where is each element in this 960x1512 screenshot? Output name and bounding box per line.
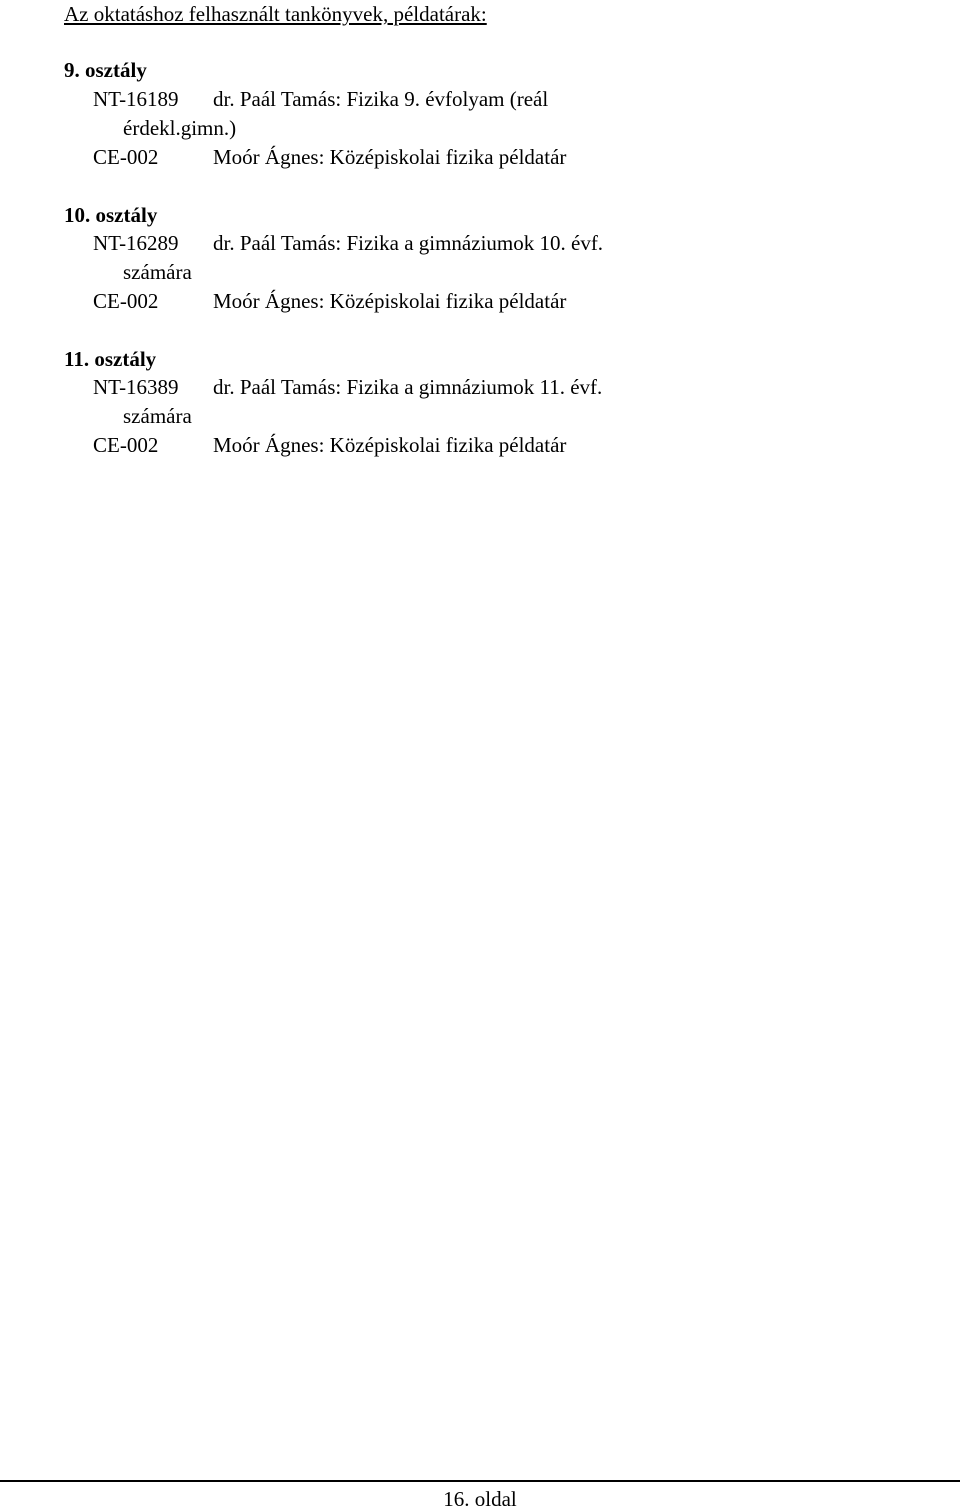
- book-title: dr. Paál Tamás: Fizika a gimnáziumok 11. évf.: [213, 375, 603, 399]
- book-code: NT-16189: [93, 87, 179, 111]
- page-heading: Az oktatáshoz felhasznált tankönyvek, példatárak:: [64, 2, 487, 26]
- book-title: dr. Paál Tamás: Fizika 9. évfolyam (reál: [213, 87, 549, 111]
- book-code: NT-16389: [93, 375, 179, 399]
- page-number: 16. oldal: [443, 1487, 517, 1511]
- book-title: dr. Paál Tamás: Fizika a gimnáziumok 10. évf.: [213, 231, 604, 255]
- book-code: CE-002: [93, 145, 159, 169]
- book-code: NT-16289: [93, 231, 179, 255]
- book-title: Moór Ágnes: Középiskolai fizika példatár: [213, 145, 567, 169]
- grade-title: 10. osztály: [64, 203, 158, 227]
- book-code: CE-002: [93, 433, 159, 457]
- footer-divider: [0, 1480, 960, 1482]
- book-title-continued: számára: [123, 260, 192, 284]
- book-title: Moór Ágnes: Középiskolai fizika példatár: [213, 433, 567, 457]
- grade-title: 11. osztály: [64, 347, 157, 371]
- book-title: Moór Ágnes: Középiskolai fizika példatár: [213, 289, 567, 313]
- book-title-continued: számára: [123, 404, 192, 428]
- book-title-continued: érdekl.gimn.): [123, 116, 237, 140]
- grade-title: 9. osztály: [64, 58, 147, 82]
- book-code: CE-002: [93, 289, 159, 313]
